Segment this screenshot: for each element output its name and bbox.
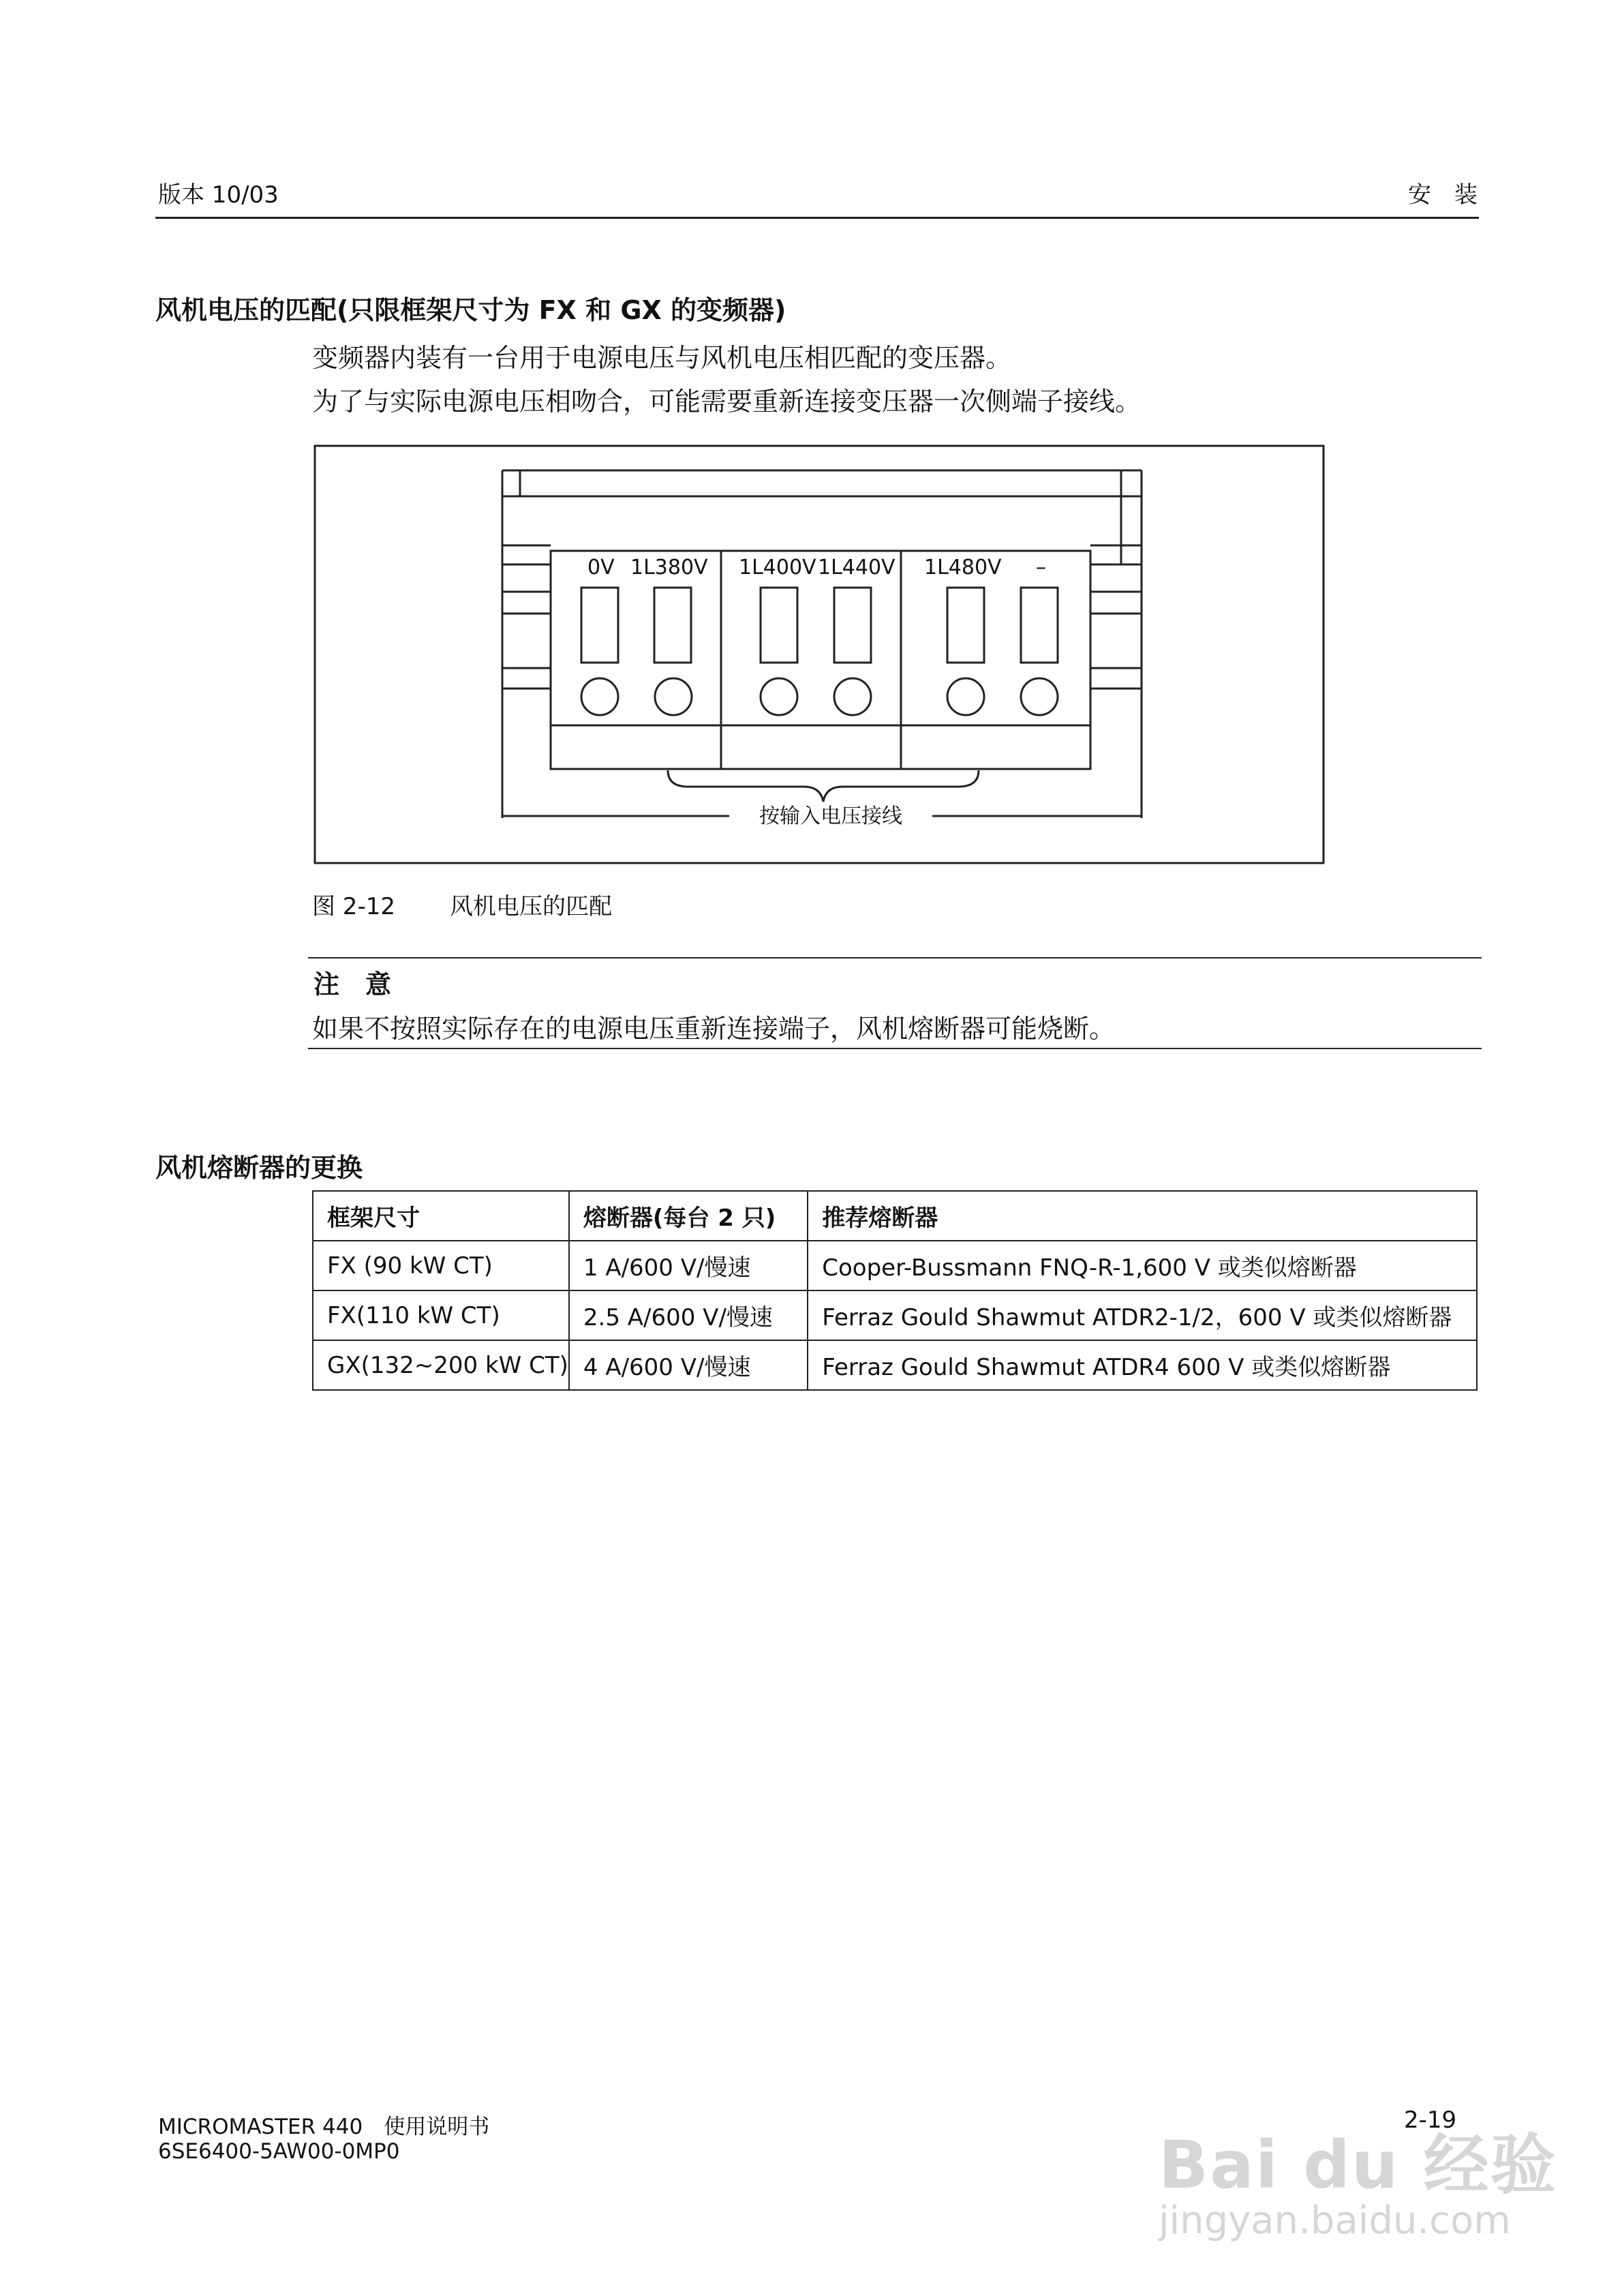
terminal-label-1l480v: 1L480V (924, 556, 1002, 579)
header-chapter: 安 装 (1408, 181, 1478, 209)
column-header-frame-size: 框架尺寸 (313, 1191, 569, 1241)
terminal-label-dash: – (1036, 556, 1046, 579)
section-title-fan-voltage: 风机电压的匹配(只限框架尺寸为 FX 和 GX 的变频器) (155, 295, 786, 325)
fuse-table (312, 1190, 1478, 1391)
terminal-screw (947, 678, 984, 715)
table-cell: Ferraz Gould Shawmut ATDR4 600 V 或类似熔断器 (808, 1340, 1477, 1390)
column-header-fuse: 熔断器(每台 2 只) (569, 1191, 808, 1241)
table-cell: Cooper-Bussmann FNQ-R-1,600 V 或类似熔断器 (808, 1241, 1477, 1290)
section-title-fuse-replacement: 风机熔断器的更换 (155, 1153, 363, 1183)
footer-page-number: 2-19 (1404, 2106, 1457, 2134)
terminal-block (551, 551, 1090, 769)
footer-order-number: 6SE6400-5AW00-0MP0 (158, 2139, 400, 2164)
header-version: 版本 10/03 (158, 181, 279, 209)
note-top-rule (308, 957, 1482, 958)
note-bottom-rule (308, 1048, 1482, 1049)
terminal-label-1l440v: 1L440V (818, 556, 896, 579)
brace-label: 按输入电压接线 (759, 804, 902, 828)
brace (668, 770, 979, 802)
table-row (313, 1241, 1477, 1290)
table-cell: 1 A/600 V/慢速 (569, 1241, 808, 1290)
note-title: 注 意 (313, 969, 392, 999)
terminal-screw (1021, 678, 1058, 715)
paragraph-2: 为了与实际电源电压相吻合，可能需要重新连接变压器一次侧端子接线。 (312, 387, 1142, 417)
table-header-row (313, 1191, 1477, 1241)
terminal-screw (655, 678, 692, 715)
table-cell: FX(110 kW CT) (313, 1290, 569, 1340)
column-header-recommended: 推荐熔断器 (808, 1191, 1477, 1241)
note-text: 如果不按照实际存在的电源电压重新连接端子，风机熔断器可能烧断。 (312, 1014, 1116, 1044)
terminal-label-1l380v: 1L380V (630, 556, 708, 579)
terminal-screw (834, 678, 871, 715)
top-rail (502, 470, 1142, 496)
watermark-brand: Bai du 经验 (1159, 2127, 1557, 2203)
figure-caption-number: 图 2-12 (312, 893, 395, 920)
table-row (313, 1290, 1477, 1340)
table-cell: 4 A/600 V/慢速 (569, 1340, 808, 1390)
terminal-label-1l400v: 1L400V (739, 556, 816, 579)
figure-caption-text: 风机电压的匹配 (450, 893, 612, 920)
terminal-screw (581, 678, 618, 715)
paragraph-1: 变频器内装有一台用于电源电压与风机电压相匹配的变压器。 (312, 343, 1012, 373)
terminal-slot (947, 588, 984, 663)
terminal-slot (834, 588, 871, 663)
terminal-slot (654, 588, 691, 663)
terminal-slot (761, 588, 797, 663)
terminal-label-0v: 0V (587, 556, 615, 579)
terminal-screw (761, 678, 797, 715)
figure-frame (315, 446, 1323, 863)
table-cell: GX(132~200 kW CT) (313, 1340, 569, 1390)
terminal-slot (581, 588, 618, 663)
table-row (313, 1340, 1477, 1390)
table-cell: Ferraz Gould Shawmut ATDR2-1/2，600 V 或类似熔断器 (808, 1290, 1477, 1340)
terminal-slot (1021, 588, 1058, 663)
table-cell: FX (90 kW CT) (313, 1241, 569, 1290)
footer-product: MICROMASTER 440 使用说明书 (158, 2115, 490, 2139)
watermark-url: jingyan.baidu.com (1159, 2199, 1511, 2243)
table-cell: 2.5 A/600 V/慢速 (569, 1290, 808, 1340)
